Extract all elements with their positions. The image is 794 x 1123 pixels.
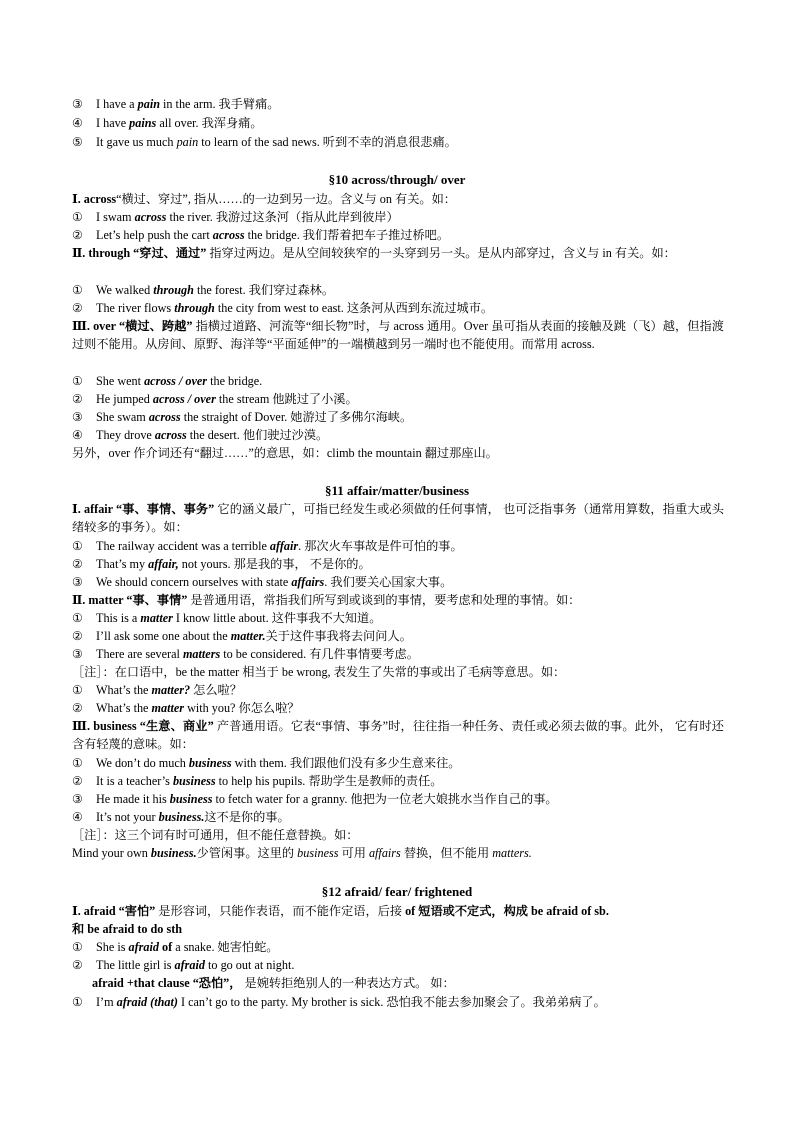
example-text: a snake. 她害怕蛇。 — [172, 940, 279, 954]
example-number: ① — [72, 283, 83, 297]
definition-line — [72, 591, 580, 609]
note-line: ［注］：这三个词有时可通用，但不能任意替换。如： — [72, 828, 359, 842]
definition-line — [72, 500, 724, 536]
definition-line — [72, 244, 724, 262]
example-text: I have — [96, 116, 130, 130]
definition-term: Ⅰ. afraid “害怕” — [72, 904, 156, 918]
example-text: the straight of Dover. 她游过了多佛尔海峡。 — [180, 410, 413, 424]
example-line — [72, 281, 334, 299]
example-text: The little girl is — [96, 958, 175, 972]
example-line — [72, 208, 399, 226]
example-text: What’s the — [96, 701, 152, 715]
keyword: of — [158, 940, 173, 954]
keyword: matters. — [492, 846, 532, 860]
example-number: ③ — [72, 647, 83, 661]
definition-term: Ⅰ. affair “事、事情、事务” — [72, 502, 215, 516]
example-text: 关于这件事我将去问问人。 — [265, 629, 412, 643]
example-text: She went — [96, 374, 145, 388]
keyword: matter. — [230, 629, 266, 643]
example-line — [72, 372, 262, 390]
example-text: Mind your own — [72, 846, 151, 860]
example-number: ② — [72, 629, 83, 643]
example-text: to go out at night. — [205, 958, 295, 972]
example-number: ① — [72, 995, 83, 1009]
example-line — [72, 790, 558, 808]
example-line — [72, 808, 290, 826]
example-text: I’m — [96, 995, 117, 1009]
example-text: I know little about. 这件事我不大知道。 — [172, 611, 382, 625]
example-line — [72, 299, 493, 317]
definition-text: “横过、穿过”, 指从……的一边到另一边。含义与 on 有关。如： — [116, 192, 456, 206]
example-number: ③ — [72, 792, 83, 806]
example-text: She is — [96, 940, 129, 954]
example-line — [72, 956, 294, 974]
example-line — [72, 993, 606, 1011]
definition-term: Ⅲ. business “生意、商业” — [72, 719, 214, 733]
example-text: not yours. 那是我的事， 不是你的。 — [178, 557, 371, 571]
example-line — [72, 645, 419, 663]
example-text: 可用 — [338, 846, 369, 860]
example-line — [72, 573, 452, 591]
example-text: the bridge. — [207, 374, 263, 388]
example-text: This is a — [96, 611, 141, 625]
keyword: business. — [150, 846, 197, 860]
example-text: in the arm. 我手臂痛。 — [159, 97, 280, 111]
example-text: 怎么啦？ — [190, 683, 242, 697]
keyword: across / over — [144, 374, 208, 388]
example-line — [72, 772, 442, 790]
example-text: to learn of the sad news. 听到不幸的消息很悲痛。 — [198, 135, 457, 149]
definition-text: 是形容词，只能作表语，而不能作定语，后接 — [155, 904, 406, 918]
example-number: ② — [72, 774, 83, 788]
example-number: ② — [72, 392, 83, 406]
example-text: I can’t go to the party. My brother is sick. 恐怕我不能去参加聚会了。我弟弟病了。 — [177, 995, 606, 1009]
definition-term: of 短语或不定式，构成 be afraid of sb. — [405, 904, 609, 918]
definition-line — [72, 902, 609, 920]
example-line — [72, 426, 328, 444]
example-line — [72, 627, 412, 645]
definition-text: 指穿过两边。是从空间较狭窄的一头穿到另一头。是从内部穿过，含义与 in 有关。如： — [206, 246, 676, 260]
example-number: ② — [72, 958, 83, 972]
keyword: business — [172, 774, 216, 788]
keyword: pain — [137, 97, 160, 111]
keyword: business. — [158, 810, 205, 824]
keyword: business — [169, 792, 213, 806]
example-text: 这不是你的事。 — [204, 810, 290, 824]
example-text: The river flows — [96, 301, 175, 315]
keyword: afraid — [174, 958, 205, 972]
keyword: matter — [151, 701, 185, 715]
note-example-line — [72, 844, 532, 862]
keyword: affair, — [148, 557, 179, 571]
example-line — [72, 133, 457, 151]
keyword: across — [134, 210, 167, 224]
example-line — [72, 938, 278, 956]
keyword: across — [148, 410, 181, 424]
example-text: to help his pupils. 帮助学生是教师的责任。 — [215, 774, 443, 788]
example-number: ② — [72, 301, 83, 315]
definition-term: Ⅱ. matter “事、事情” — [72, 593, 188, 607]
keyword: afraid — [128, 940, 159, 954]
example-text: I have a — [96, 97, 138, 111]
example-number: ① — [72, 539, 83, 553]
example-text: We should concern ourselves with state — [96, 575, 292, 589]
example-text: . 我们要关心国家大事。 — [324, 575, 453, 589]
example-text: That’s my — [96, 557, 149, 571]
example-text: all over. 我浑身痛。 — [156, 116, 263, 130]
example-number: ③ — [72, 575, 83, 589]
example-text: We walked — [96, 283, 154, 297]
example-line — [72, 390, 358, 408]
example-text: I’ll ask some one about the — [96, 629, 231, 643]
definition-text: 指横过道路、河流等“细长物”时，与 across 通用。Over 虽可指从表面的接触及跳（飞）越，但指渡过则不能用。从房间、原野、海洋等“平面延伸”的一端横越到另一端时也不能使用。而常用 across. — [72, 319, 724, 351]
section-10-heading: §10 across/through/ over — [328, 172, 466, 187]
definition-term: Ⅱ. through “穿过、通过” — [72, 246, 207, 260]
example-text: . 那次火车事故是件可怕的事。 — [298, 539, 463, 553]
example-text: There are several — [96, 647, 183, 661]
keyword: business — [188, 756, 232, 770]
example-line — [72, 226, 449, 244]
example-number: ① — [72, 683, 83, 697]
keyword: affair — [269, 539, 299, 553]
example-text: 少管闲事。这里的 — [196, 846, 298, 860]
keyword: matters — [182, 647, 221, 661]
example-text: to be considered. 有几件事情要考虑。 — [220, 647, 419, 661]
example-text: What’s the — [96, 683, 152, 697]
example-number: ④ — [72, 810, 83, 824]
keyword: afraid (that) — [116, 995, 178, 1009]
definition-term: afraid +that clause “恐怕”， — [92, 976, 242, 990]
example-number: ③ — [72, 410, 83, 424]
keyword: across — [154, 428, 187, 442]
note-line: ［注］：在口语中，be the matter 相当于 be wrong, 表发生了失常的事或出了毛病等意思。如： — [72, 665, 566, 679]
example-line — [72, 114, 263, 132]
example-text: It’s not your — [96, 810, 159, 824]
definition-line — [72, 190, 456, 208]
example-text: He made it his — [96, 792, 170, 806]
keyword: across / over — [152, 392, 216, 406]
example-text: I swam — [96, 210, 135, 224]
keyword: through — [174, 301, 215, 315]
example-line — [72, 754, 460, 772]
example-text: the stream 他跳过了小溪。 — [215, 392, 358, 406]
example-line — [72, 555, 371, 573]
example-number: ② — [72, 228, 83, 242]
definition-term: Ⅲ. over “横过、跨越” — [72, 319, 193, 333]
example-text: with you? 你怎么啦？ — [184, 701, 300, 715]
note-line: 另外，over 作介词还有“翻过……”的意思，如：climb the mountain 翻过那座山。 — [72, 446, 498, 460]
example-text: the city from west to east. 这条河从西到东流过城市。 — [214, 301, 494, 315]
keyword: business — [297, 846, 339, 860]
example-number: ③ — [72, 97, 83, 111]
example-line — [72, 537, 463, 555]
keyword: across — [212, 228, 245, 242]
definition-text: 是婉转拒绝别人的一种表达方式。 如： — [241, 976, 455, 990]
keyword: pains — [129, 116, 157, 130]
example-number: ⑤ — [72, 135, 83, 149]
definition-text: 是普通用语，常指我们所写到或谈到的事情，要考虑和处理的事情。如： — [187, 593, 581, 607]
example-line — [72, 681, 242, 699]
example-number: ④ — [72, 116, 83, 130]
definition-line: 和 be afraid to do sth — [72, 922, 183, 936]
example-text: 替换，但不能用 — [400, 846, 493, 860]
example-line — [72, 609, 381, 627]
definition-line — [72, 717, 724, 753]
definition-text: 产普通用语。它表“事情、事务”时，往往指一种任务、责任或必须去做的事。此外， 它有时还含有轻蔑的意味。如： — [72, 719, 724, 751]
section-11-heading: §11 affair/matter/business — [324, 483, 470, 498]
section-12-heading: §12 afraid/ fear/ frightened — [321, 884, 473, 899]
example-number: ① — [72, 374, 83, 388]
example-number: ① — [72, 210, 83, 224]
example-line — [72, 95, 279, 113]
example-number: ① — [72, 756, 83, 770]
example-number: ② — [72, 701, 83, 715]
keyword: matter — [140, 611, 173, 625]
keyword: matter? — [151, 683, 191, 697]
example-text: She swam — [96, 410, 149, 424]
example-text: the bridge. 我们帮着把车子推过桥吧。 — [244, 228, 450, 242]
example-text: to fetch water for a granny. 他把为一位老大娘挑水当作自己的事。 — [212, 792, 558, 806]
example-text: the forest. 我们穿过森林。 — [193, 283, 335, 297]
example-text: the river. 我游过这条河（指从此岸到彼岸） — [166, 210, 399, 224]
example-text: They drove — [96, 428, 155, 442]
example-number: ① — [72, 611, 83, 625]
example-text: It gave us much — [96, 135, 177, 149]
keyword: through — [153, 283, 194, 297]
example-text: the desert. 他们驶过沙漠。 — [186, 428, 329, 442]
example-text: with them. 我们跟他们没有多少生意来往。 — [231, 756, 461, 770]
example-text: We don’t do much — [96, 756, 189, 770]
example-text: Let’s help push the cart — [96, 228, 213, 242]
example-number: ④ — [72, 428, 83, 442]
example-line — [72, 699, 299, 717]
keyword: affairs — [368, 846, 401, 860]
keyword: affairs — [291, 575, 325, 589]
example-text: It is a teacher’s — [96, 774, 173, 788]
example-line — [72, 408, 412, 426]
example-number: ② — [72, 557, 83, 571]
definition-term: Ⅰ. across — [72, 192, 117, 206]
example-number: ① — [72, 940, 83, 954]
keyword: pain — [176, 135, 199, 149]
definition-line — [72, 317, 724, 353]
definition-line — [72, 974, 455, 992]
example-text: The railway accident was a terrible — [96, 539, 270, 553]
definition-text: 它的涵义最广，可指已经发生或必须做的任何事情， 也可泛指事务（通常用算数，指重大或头绪较多的事务）。如： — [72, 502, 724, 534]
example-text: He jumped — [96, 392, 153, 406]
